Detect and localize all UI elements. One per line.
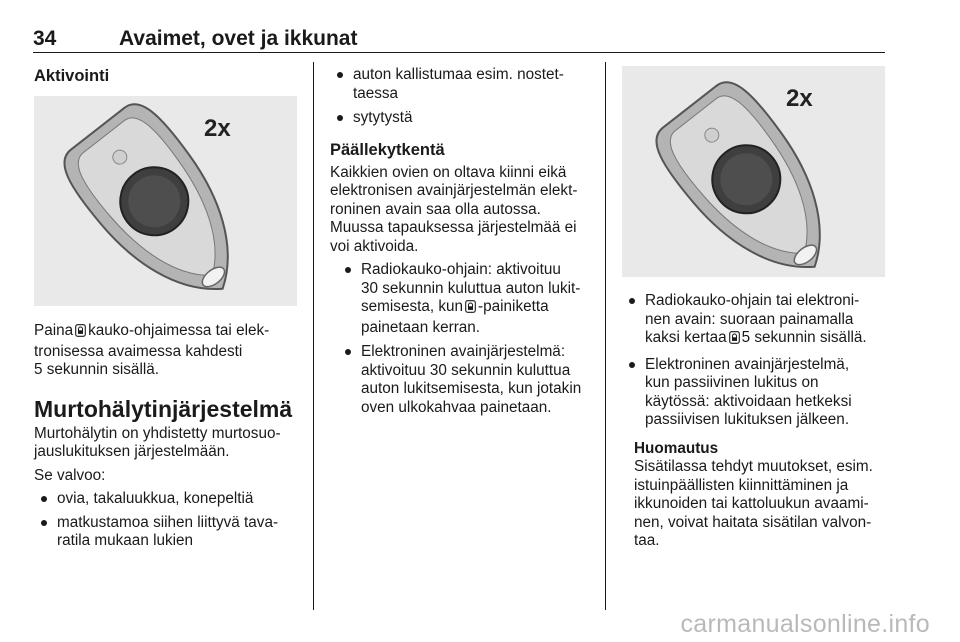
key-fob-illustration: [34, 96, 297, 306]
intro-line-2: jauslukituksen järjestelmään.: [34, 443, 230, 460]
watermark: carmanualsonline.info: [680, 610, 930, 638]
note-title: Huomautus: [634, 439, 719, 457]
figure-label-2x: 2x: [786, 85, 813, 112]
caption-line-2: tronisessa avaimessa kahdesti: [34, 342, 243, 360]
lock-icon: [729, 331, 740, 350]
heading-murtohalytin: Murtohälytinjärjestelmä: [34, 395, 293, 422]
intro-line-1: Murtohälytin on yhdistetty murtosuo-: [34, 424, 281, 442]
column-divider-left: [313, 62, 314, 610]
list-item: Radiokauko-ohjain tai elektroni- nen avain: suoraan painamalla kaksi kertaa 5 sekunnin sisällä.: [622, 292, 892, 350]
list-item: auton kallistumaa esim. nostet- taessa: [330, 66, 598, 103]
deactivation-methods-list: [622, 292, 892, 430]
lock-icon: [465, 300, 476, 319]
key-fob-figure-left: [34, 96, 297, 306]
page-number: 34: [33, 27, 57, 50]
left-column-top: [34, 66, 304, 86]
list-item: Radiokauko-ohjain: aktivoituu 30 sekunnin kuluttua auton lukit- semisesta, kun -painiketta painetaan kerran.: [338, 261, 598, 337]
list-item: sytytystä: [330, 109, 598, 128]
monitors-label: Se valvoo:: [34, 466, 106, 484]
right-column-text: [622, 292, 892, 551]
key-fob-illustration: [622, 66, 885, 277]
lock-icon: [75, 324, 86, 343]
monitored-list: [34, 490, 310, 551]
section-heading-aktivointi: Aktivointi: [34, 67, 110, 85]
list-item: Elektroninen avainjärjestelmä: aktivoituu 30 sekunnin kuluttua auton lukitsemisesta, kun jotakin oven ulkokahvaa painetaan.: [338, 343, 598, 417]
figure-label-2x: 2x: [204, 115, 231, 142]
header-rule: [33, 52, 885, 53]
key-fob-figure-right: [622, 66, 885, 277]
caption-line-3: 5 sekunnin sisällä.: [34, 361, 159, 378]
heading-paallekytkenta: Päällekytkentä: [330, 140, 445, 159]
list-item: ovia, takaluukkua, konepeltiä: [34, 490, 310, 509]
monitored-list-continued: [330, 66, 598, 128]
left-column-text: [34, 322, 310, 551]
list-item: matkustamoa siihen liittyvä tava- ratila mukaan lukien: [34, 514, 310, 551]
note-block: Huomautus Sisätilassa tehdyt muutokset, esim. istuinpäällisten kiinnittäminen ja ikkunoiden tai kattoluukun avaami- nen, voivat haitata sisätilan valvon- taa.: [622, 440, 892, 551]
list-item: Elektroninen avainjärjestelmä, kun passiivinen lukitus on käytössä: aktivoidaan hetkeksi passiivisen lukituksen jälkeen.: [622, 356, 892, 430]
caption-line-1: Paina kauko-ohjaimessa tai elek-: [34, 322, 310, 343]
middle-column: [330, 66, 598, 417]
page-header: [33, 27, 885, 55]
activation-methods-list: [330, 261, 598, 417]
activation-paragraph: Kaikkien ovien on oltava kiinni eikä elektronisen avainjärjestelmän elekt- roninen avain saa olla autossa. Muussa tapauksessa järjestelmää ei voi aktivoida.: [330, 163, 578, 255]
column-divider-right: [605, 62, 606, 610]
chapter-title: Avaimet, ovet ja ikkunat: [119, 27, 358, 50]
